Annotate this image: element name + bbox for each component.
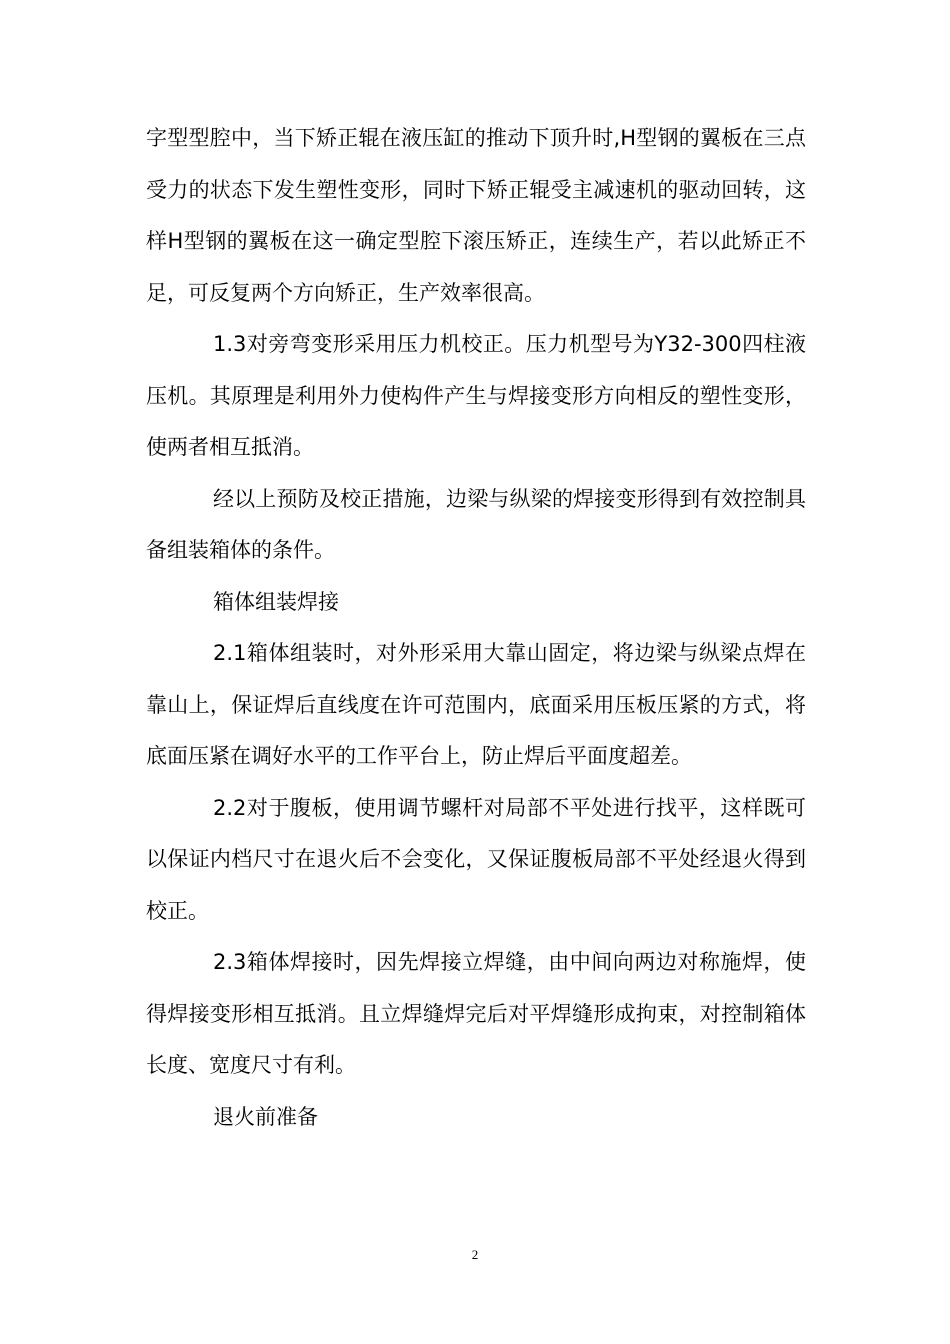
document-body — [146, 113, 806, 1143]
paragraph-2-3-box-welding: 2.3箱体焊接时，因先焊接立焊缝，由中间向两边对称施焊，使得焊接变形相互抵消。且立焊缝焊完后对平焊缝形成拘束，对控制箱体长度、宽度尺寸有利。 — [146, 950, 806, 1077]
paragraph-1-3-side-bend-correction: 1.3对旁弯变形采用压力机校正。压力机型号为Y32-300四柱液压机。其原理是利用外力使构件产生与焊接变形方向相反的塑性变形，使两者相互抵消。 — [146, 332, 806, 459]
paragraph-measures-summary: 经以上预防及校正措施，边梁与纵梁的焊接变形得到有效控制具备组装箱体的条件。 — [146, 486, 806, 562]
paragraph-continued-h-beam-straightening: 字型型腔中，当下矫正辊在液压缸的推动下顶升时,H型钢的翼板在三点受力的状态下发生塑性变形，同时下矫正辊受主减速机的驱动回转，这样H型钢的翼板在这一确定型腔下滚压矫正，连续生产，若以此矫正不足，可反复两个方向矫正，生产效率很高。 — [146, 126, 806, 305]
paragraph-2-2-web-plate: 2.2对于腹板，使用调节螺杆对局部不平处进行找平，这样既可以保证内档尺寸在退火后不会变化，又保证腹板局部不平处经退火得到校正。 — [146, 795, 806, 923]
section-heading-box-assembly-welding: 箱体组装焊接 — [213, 589, 339, 614]
section-heading-annealing-preparation: 退火前准备 — [213, 1104, 318, 1129]
paragraph-2-1-box-assembly: 2.1箱体组装时，对外形采用大靠山固定，将边梁与纵梁点焊在靠山上，保证焊后直线度在许可范围内，底面采用压板压紧的方式，将底面压紧在调好水平的工作平台上，防止焊后平面度超差。 — [146, 641, 806, 768]
page-number: 2 — [471, 1247, 479, 1262]
